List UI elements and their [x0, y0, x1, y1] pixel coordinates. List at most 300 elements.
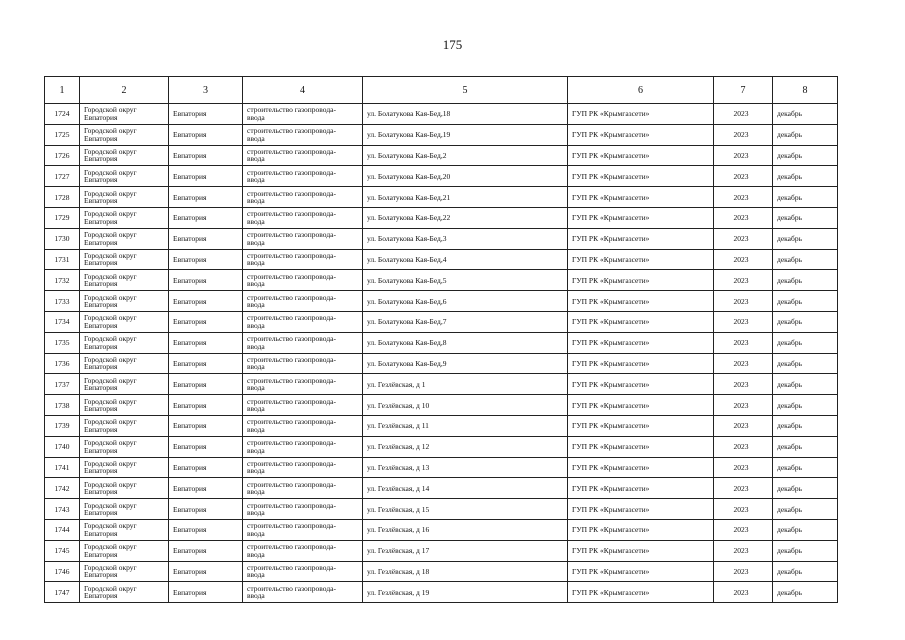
table-row: [45, 561, 838, 582]
table-row: [45, 353, 838, 374]
district-line: Городской округ: [84, 105, 137, 115]
address-cell: ул. Гезлёвская, д 11: [363, 415, 568, 436]
column-header: 8: [773, 77, 838, 104]
organization-cell: ГУП РК «Крымгазсети»: [568, 291, 714, 312]
work-type-line: ввода: [247, 383, 265, 393]
year-cell: 2023: [714, 270, 773, 291]
row-number: 1738: [45, 395, 80, 416]
work-type-line: ввода: [247, 258, 265, 268]
work-type-cell: [243, 540, 363, 561]
year-cell: 2023: [714, 561, 773, 582]
row-number: 1729: [45, 207, 80, 228]
work-type-line: ввода: [247, 300, 265, 310]
work-type-line: строительство газопровода-: [247, 188, 336, 198]
table-row: [45, 395, 838, 416]
table-row: [45, 332, 838, 353]
page-number: 175: [442, 37, 463, 52]
address-cell: ул. Болатукова Кая-Бед,4: [363, 249, 568, 270]
month-cell: декабрь: [773, 124, 838, 145]
district-line: Городской округ: [84, 334, 137, 344]
organization-cell: ГУП РК «Крымгазсети»: [568, 415, 714, 436]
district-cell: [80, 582, 169, 603]
table-row: [45, 415, 838, 436]
district-line: Городской округ: [84, 250, 137, 260]
year-cell: 2023: [714, 353, 773, 374]
table-row: [45, 540, 838, 561]
work-type-cell: [243, 415, 363, 436]
city-cell: Евпатория: [169, 457, 243, 478]
work-type-cell: [243, 145, 363, 166]
year-cell: 2023: [714, 187, 773, 208]
month-cell: декабрь: [773, 145, 838, 166]
district-line: Городской округ: [84, 126, 137, 136]
city-cell: Евпатория: [169, 540, 243, 561]
table-row: [45, 187, 838, 208]
work-type-line: ввода: [247, 487, 265, 497]
month-cell: декабрь: [773, 457, 838, 478]
year-cell: 2023: [714, 436, 773, 457]
column-header: 7: [714, 77, 773, 104]
work-type-line: ввода: [247, 404, 265, 414]
district-cell: [80, 228, 169, 249]
address-cell: ул. Гезлёвская, д 15: [363, 499, 568, 520]
organization-cell: ГУП РК «Крымгазсети»: [568, 145, 714, 166]
address-cell: ул. Гезлёвская, д 13: [363, 457, 568, 478]
address-cell: ул. Болатукова Кая-Бед,7: [363, 311, 568, 332]
organization-cell: ГУП РК «Крымгазсети»: [568, 582, 714, 603]
work-type-cell: [243, 353, 363, 374]
city-cell: Евпатория: [169, 478, 243, 499]
district-cell: [80, 332, 169, 353]
work-type-line: строительство газопровода-: [247, 105, 336, 115]
city-cell: Евпатория: [169, 561, 243, 582]
address-cell: ул. Болатукова Кая-Бед,22: [363, 207, 568, 228]
organization-cell: ГУП РК «Крымгазсети»: [568, 187, 714, 208]
month-cell: декабрь: [773, 582, 838, 603]
district-cell: [80, 374, 169, 395]
row-number: 1736: [45, 353, 80, 374]
row-number: 1741: [45, 457, 80, 478]
year-cell: 2023: [714, 457, 773, 478]
work-type-line: строительство газопровода-: [247, 334, 336, 344]
city-cell: Евпатория: [169, 207, 243, 228]
address-cell: ул. Болатукова Кая-Бед,2: [363, 145, 568, 166]
row-number: 1733: [45, 291, 80, 312]
work-type-line: ввода: [247, 133, 265, 143]
district-line: Городской округ: [84, 209, 137, 219]
organization-cell: ГУП РК «Крымгазсети»: [568, 540, 714, 561]
district-line: Городской округ: [84, 188, 137, 198]
address-cell: ул. Гезлёвская, д 14: [363, 478, 568, 499]
month-cell: декабрь: [773, 395, 838, 416]
district-line: Городской округ: [84, 146, 137, 156]
organization-cell: ГУП РК «Крымгазсети»: [568, 270, 714, 291]
work-type-line: ввода: [247, 112, 265, 122]
work-type-line: ввода: [247, 570, 265, 580]
district-line: Евпатория: [84, 300, 118, 310]
city-cell: Евпатория: [169, 395, 243, 416]
month-cell: декабрь: [773, 436, 838, 457]
year-cell: 2023: [714, 374, 773, 395]
city-cell: Евпатория: [169, 353, 243, 374]
work-type-line: ввода: [247, 154, 265, 164]
city-cell: Евпатория: [169, 145, 243, 166]
district-line: Евпатория: [84, 133, 118, 143]
district-line: Городской округ: [84, 396, 137, 406]
district-line: Городской округ: [84, 521, 137, 531]
month-cell: декабрь: [773, 478, 838, 499]
work-type-line: ввода: [247, 466, 265, 476]
table-row: [45, 145, 838, 166]
work-type-cell: [243, 395, 363, 416]
column-header: 4: [243, 77, 363, 104]
district-line: Евпатория: [84, 175, 118, 185]
district-cell: [80, 291, 169, 312]
column-number-header-row: [45, 77, 838, 104]
work-type-line: строительство газопровода-: [247, 479, 336, 489]
month-cell: декабрь: [773, 291, 838, 312]
month-cell: декабрь: [773, 519, 838, 540]
district-cell: [80, 540, 169, 561]
work-type-line: ввода: [247, 424, 265, 434]
work-type-cell: [243, 228, 363, 249]
year-cell: 2023: [714, 519, 773, 540]
year-cell: 2023: [714, 478, 773, 499]
table-row: [45, 124, 838, 145]
district-cell: [80, 561, 169, 582]
year-cell: 2023: [714, 395, 773, 416]
district-cell: [80, 353, 169, 374]
organization-cell: ГУП РК «Крымгазсети»: [568, 499, 714, 520]
work-type-line: строительство газопровода-: [247, 209, 336, 219]
district-line: Евпатория: [84, 154, 118, 164]
column-header: 6: [568, 77, 714, 104]
district-line: Евпатория: [84, 549, 118, 559]
organization-cell: ГУП РК «Крымгазсети»: [568, 332, 714, 353]
organization-cell: ГУП РК «Крымгазсети»: [568, 561, 714, 582]
address-cell: ул. Болатукова Кая-Бед,20: [363, 166, 568, 187]
year-cell: 2023: [714, 540, 773, 561]
table-row: [45, 436, 838, 457]
table-row: [45, 499, 838, 520]
row-number: 1724: [45, 104, 80, 125]
table-row: [45, 270, 838, 291]
address-cell: ул. Гезлёвская, д 18: [363, 561, 568, 582]
city-cell: Евпатория: [169, 311, 243, 332]
district-line: Евпатория: [84, 237, 118, 247]
address-cell: ул. Гезлёвская, д 19: [363, 582, 568, 603]
work-type-line: ввода: [247, 591, 265, 601]
year-cell: 2023: [714, 145, 773, 166]
work-type-line: строительство газопровода-: [247, 146, 336, 156]
district-line: Евпатория: [84, 404, 118, 414]
work-type-line: ввода: [247, 445, 265, 455]
month-cell: декабрь: [773, 311, 838, 332]
district-cell: [80, 249, 169, 270]
district-cell: [80, 166, 169, 187]
district-cell: [80, 436, 169, 457]
work-type-line: строительство газопровода-: [247, 542, 336, 552]
address-cell: ул. Болатукова Кая-Бед,21: [363, 187, 568, 208]
work-type-cell: [243, 582, 363, 603]
district-line: Городской округ: [84, 313, 137, 323]
row-number: 1727: [45, 166, 80, 187]
work-type-cell: [243, 124, 363, 145]
year-cell: 2023: [714, 228, 773, 249]
city-cell: Евпатория: [169, 124, 243, 145]
year-cell: 2023: [714, 311, 773, 332]
district-cell: [80, 207, 169, 228]
row-number: 1728: [45, 187, 80, 208]
address-cell: ул. Гезлёвская, д 17: [363, 540, 568, 561]
organization-cell: ГУП РК «Крымгазсети»: [568, 124, 714, 145]
district-line: Городской округ: [84, 271, 137, 281]
work-type-line: ввода: [247, 196, 265, 206]
address-cell: ул. Болатукова Кая-Бед,8: [363, 332, 568, 353]
organization-cell: ГУП РК «Крымгазсети»: [568, 228, 714, 249]
work-type-line: строительство газопровода-: [247, 417, 336, 427]
month-cell: декабрь: [773, 249, 838, 270]
address-cell: ул. Гезлёвская, д 12: [363, 436, 568, 457]
row-number: 1734: [45, 311, 80, 332]
work-type-cell: [243, 478, 363, 499]
organization-cell: ГУП РК «Крымгазсети»: [568, 166, 714, 187]
work-type-cell: [243, 436, 363, 457]
city-cell: Евпатория: [169, 415, 243, 436]
table-row: [45, 478, 838, 499]
month-cell: декабрь: [773, 228, 838, 249]
column-header: 5: [363, 77, 568, 104]
address-cell: ул. Гезлёвская, д 1: [363, 374, 568, 395]
table-row: [45, 207, 838, 228]
row-number: 1725: [45, 124, 80, 145]
work-type-line: ввода: [247, 279, 265, 289]
organization-cell: ГУП РК «Крымгазсети»: [568, 311, 714, 332]
district-line: Городской округ: [84, 542, 137, 552]
work-type-line: строительство газопровода-: [247, 167, 336, 177]
organization-cell: ГУП РК «Крымгазсети»: [568, 436, 714, 457]
work-type-cell: [243, 207, 363, 228]
district-line: Евпатория: [84, 216, 118, 226]
district-cell: [80, 415, 169, 436]
district-cell: [80, 104, 169, 125]
table-row: [45, 582, 838, 603]
organization-cell: ГУП РК «Крымгазсети»: [568, 249, 714, 270]
work-type-line: ввода: [247, 549, 265, 559]
month-cell: декабрь: [773, 540, 838, 561]
row-number: 1747: [45, 582, 80, 603]
district-cell: [80, 124, 169, 145]
table-row: [45, 311, 838, 332]
month-cell: декабрь: [773, 499, 838, 520]
work-type-cell: [243, 561, 363, 582]
work-type-line: строительство газопровода-: [247, 562, 336, 572]
work-type-cell: [243, 166, 363, 187]
district-cell: [80, 311, 169, 332]
district-cell: [80, 187, 169, 208]
table-row: [45, 374, 838, 395]
city-cell: Евпатория: [169, 582, 243, 603]
work-type-line: строительство газопровода-: [247, 583, 336, 593]
organization-cell: ГУП РК «Крымгазсети»: [568, 353, 714, 374]
year-cell: 2023: [714, 499, 773, 520]
district-line: Городской округ: [84, 354, 137, 364]
city-cell: Евпатория: [169, 270, 243, 291]
work-type-cell: [243, 291, 363, 312]
table-row: [45, 291, 838, 312]
organization-cell: ГУП РК «Крымгазсети»: [568, 519, 714, 540]
work-type-line: строительство газопровода-: [247, 375, 336, 385]
work-type-line: строительство газопровода-: [247, 292, 336, 302]
district-line: Евпатория: [84, 320, 118, 330]
city-cell: Евпатория: [169, 374, 243, 395]
month-cell: декабрь: [773, 270, 838, 291]
month-cell: декабрь: [773, 207, 838, 228]
table-row: [45, 519, 838, 540]
district-line: Евпатория: [84, 112, 118, 122]
row-number: 1730: [45, 228, 80, 249]
row-number: 1726: [45, 145, 80, 166]
year-cell: 2023: [714, 582, 773, 603]
district-cell: [80, 457, 169, 478]
district-line: Городской округ: [84, 438, 137, 448]
organization-cell: ГУП РК «Крымгазсети»: [568, 478, 714, 499]
work-type-cell: [243, 374, 363, 395]
district-line: Евпатория: [84, 258, 118, 268]
row-number: 1745: [45, 540, 80, 561]
month-cell: декабрь: [773, 332, 838, 353]
work-type-line: строительство газопровода-: [247, 230, 336, 240]
work-type-line: строительство газопровода-: [247, 438, 336, 448]
work-type-line: ввода: [247, 175, 265, 185]
district-line: Евпатория: [84, 341, 118, 351]
month-cell: декабрь: [773, 353, 838, 374]
work-type-cell: [243, 457, 363, 478]
district-line: Евпатория: [84, 528, 118, 538]
work-type-line: ввода: [247, 237, 265, 247]
column-header: 3: [169, 77, 243, 104]
city-cell: Евпатория: [169, 499, 243, 520]
district-line: Городской округ: [84, 167, 137, 177]
district-line: Евпатория: [84, 445, 118, 455]
row-number: 1740: [45, 436, 80, 457]
month-cell: декабрь: [773, 166, 838, 187]
organization-cell: ГУП РК «Крымгазсети»: [568, 374, 714, 395]
district-line: Евпатория: [84, 570, 118, 580]
district-line: Городской округ: [84, 375, 137, 385]
address-cell: ул. Болатукова Кая-Бед,18: [363, 104, 568, 125]
work-type-line: строительство газопровода-: [247, 500, 336, 510]
organization-cell: ГУП РК «Крымгазсети»: [568, 457, 714, 478]
work-type-cell: [243, 249, 363, 270]
work-type-line: строительство газопровода-: [247, 126, 336, 136]
row-number: 1732: [45, 270, 80, 291]
district-cell: [80, 478, 169, 499]
month-cell: декабрь: [773, 374, 838, 395]
row-number: 1731: [45, 249, 80, 270]
district-line: Городской округ: [84, 562, 137, 572]
row-number: 1743: [45, 499, 80, 520]
address-cell: ул. Гезлёвская, д 16: [363, 519, 568, 540]
work-type-line: ввода: [247, 216, 265, 226]
district-line: Городской округ: [84, 583, 137, 593]
column-header: 1: [45, 77, 80, 104]
district-cell: [80, 395, 169, 416]
district-line: Евпатория: [84, 591, 118, 601]
city-cell: Евпатория: [169, 228, 243, 249]
work-type-cell: [243, 499, 363, 520]
organization-cell: ГУП РК «Крымгазсети»: [568, 104, 714, 125]
column-header: 2: [80, 77, 169, 104]
address-cell: ул. Гезлёвская, д 10: [363, 395, 568, 416]
year-cell: 2023: [714, 207, 773, 228]
row-number: 1735: [45, 332, 80, 353]
work-type-line: строительство газопровода-: [247, 250, 336, 260]
year-cell: 2023: [714, 104, 773, 125]
district-line: Евпатория: [84, 383, 118, 393]
year-cell: 2023: [714, 332, 773, 353]
row-number: 1737: [45, 374, 80, 395]
district-line: Городской округ: [84, 479, 137, 489]
work-type-line: ввода: [247, 362, 265, 372]
city-cell: Евпатория: [169, 519, 243, 540]
month-cell: декабрь: [773, 104, 838, 125]
month-cell: декабрь: [773, 415, 838, 436]
work-type-line: ввода: [247, 341, 265, 351]
table-row: [45, 166, 838, 187]
work-type-cell: [243, 311, 363, 332]
table-row: [45, 228, 838, 249]
city-cell: Евпатория: [169, 291, 243, 312]
row-number: 1739: [45, 415, 80, 436]
year-cell: 2023: [714, 166, 773, 187]
work-type-line: строительство газопровода-: [247, 396, 336, 406]
work-type-cell: [243, 187, 363, 208]
organization-cell: ГУП РК «Крымгазсети»: [568, 207, 714, 228]
district-line: Евпатория: [84, 508, 118, 518]
district-line: Евпатория: [84, 279, 118, 289]
address-cell: ул. Болатукова Кая-Бед,19: [363, 124, 568, 145]
work-type-line: ввода: [247, 320, 265, 330]
district-line: Городской округ: [84, 230, 137, 240]
organization-cell: ГУП РК «Крымгазсети»: [568, 395, 714, 416]
city-cell: Евпатория: [169, 104, 243, 125]
gas-works-table: [44, 76, 838, 603]
city-cell: Евпатория: [169, 436, 243, 457]
address-cell: ул. Болатукова Кая-Бед,9: [363, 353, 568, 374]
city-cell: Евпатория: [169, 187, 243, 208]
work-type-cell: [243, 332, 363, 353]
district-line: Городской округ: [84, 292, 137, 302]
row-number: 1742: [45, 478, 80, 499]
work-type-line: строительство газопровода-: [247, 354, 336, 364]
table-row: [45, 104, 838, 125]
district-line: Городской округ: [84, 458, 137, 468]
district-cell: [80, 499, 169, 520]
row-number: 1744: [45, 519, 80, 540]
city-cell: Евпатория: [169, 332, 243, 353]
district-cell: [80, 270, 169, 291]
work-type-cell: [243, 104, 363, 125]
table-row: [45, 249, 838, 270]
address-cell: ул. Болатукова Кая-Бед,5: [363, 270, 568, 291]
work-type-line: строительство газопровода-: [247, 521, 336, 531]
year-cell: 2023: [714, 124, 773, 145]
district-line: Городской округ: [84, 417, 137, 427]
work-type-cell: [243, 270, 363, 291]
district-cell: [80, 519, 169, 540]
city-cell: Евпатория: [169, 249, 243, 270]
